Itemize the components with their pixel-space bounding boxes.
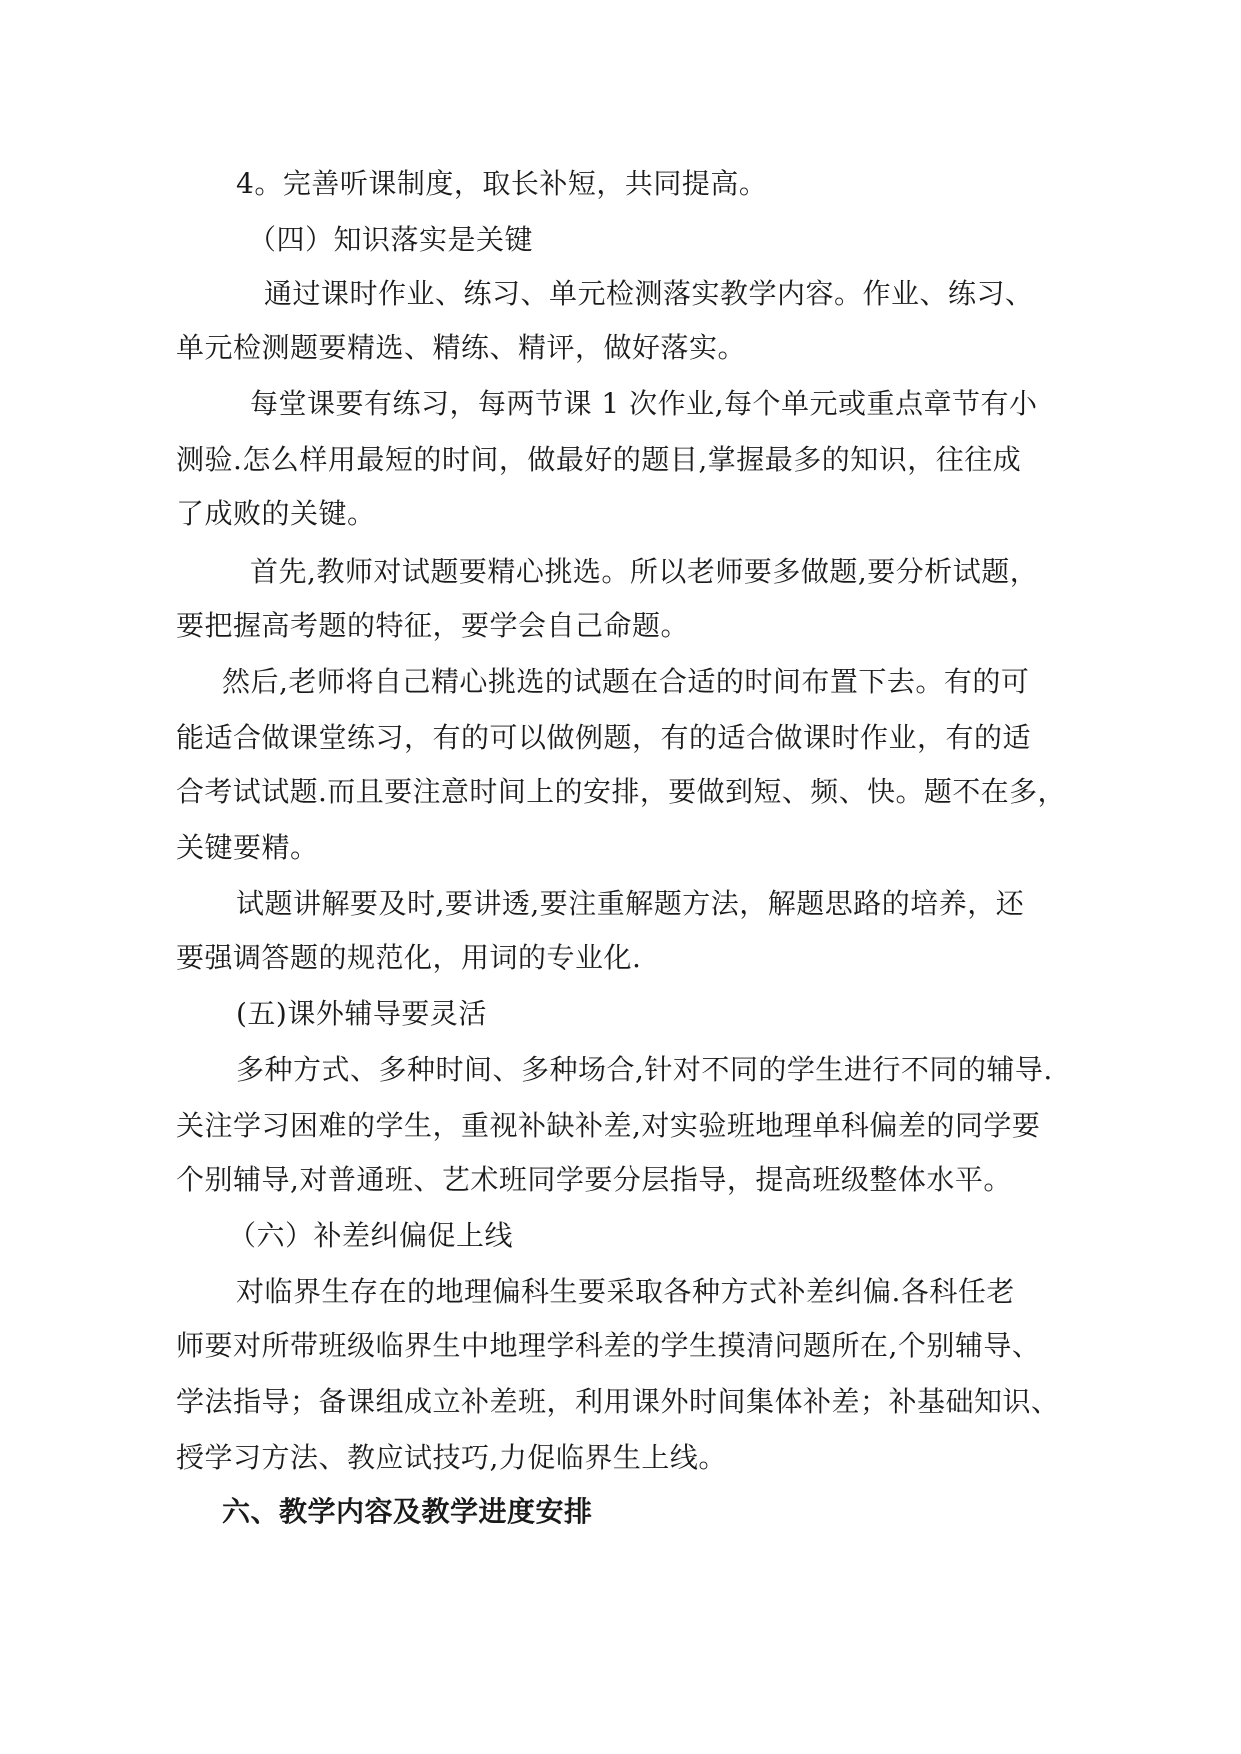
paragraph-line: 学法指导；备课组成立补差班，利用课外时间集体补差；补基础知识、 [176, 1385, 1060, 1418]
paragraph-line: 首先,教师对试题要精心挑选。所以老师要多做题,要分析试题， [250, 555, 1039, 588]
paragraph-line: 师要对所带班级临界生中地理学科差的学生摸清问题所在,个别辅导、 [176, 1329, 1041, 1362]
paragraph-line: 对临界生存在的地理偏科生要采取各种方式补差纠偏.各科任老 [236, 1275, 1015, 1308]
paragraph-line: 每堂课要有练习，每两节课 1 次作业,每个单元或重点章节有小 [250, 387, 1038, 420]
subheading-remedial: （六）补差纠偏促上线 [228, 1219, 514, 1252]
paragraph-line: 多种方式、多种时间、多种场合,针对不同的学生进行不同的辅导. [236, 1053, 1053, 1086]
paragraph-line: 关键要精。 [176, 831, 319, 864]
paragraph-line: 合考试试题.而且要注意时间上的安排，要做到短、频、快。题不在多， [176, 775, 1066, 808]
subheading-tutoring: (五)课外辅导要灵活 [236, 997, 487, 1030]
paragraph-line: 要强调答题的规范化，用词的专业化. [176, 941, 642, 974]
paragraph-line: 能适合做课堂练习，有的可以做例题，有的适合做课时作业，有的适 [176, 721, 1032, 754]
paragraph-line: 单元检测题要精选、精练、精评，做好落实。 [176, 331, 747, 364]
subheading-knowledge: （四）知识落实是关键 [248, 223, 534, 256]
paragraph-line: 试题讲解要及时,要讲透,要注重解题方法，解题思路的培养，还 [236, 887, 1025, 920]
paragraph-line: 测验.怎么样用最短的时间，做最好的题目,掌握最多的知识，往往成 [176, 443, 1022, 476]
paragraph-line: 要把握高考题的特征，要学会自己命题。 [176, 609, 690, 642]
paragraph-line: 然后,老师将自己精心挑选的试题在合适的时间布置下去。有的可 [222, 665, 1030, 698]
paragraph-line: 4。完善听课制度，取长补短，共同提高。 [236, 167, 768, 200]
paragraph-line: 了成败的关键。 [176, 497, 376, 530]
paragraph-line: 个别辅导,对普通班、艺术班同学要分层指导，提高班级整体水平。 [176, 1163, 1012, 1196]
paragraph-line: 通过课时作业、练习、单元检测落实教学内容。作业、练习、 [264, 277, 1034, 310]
paragraph-line: 授学习方法、教应试技巧,力促临界生上线。 [176, 1441, 727, 1474]
paragraph-line: 关注学习困难的学生，重视补缺补差,对实验班地理单科偏差的同学要 [176, 1109, 1041, 1142]
section-heading: 六、教学内容及教学进度安排 [222, 1495, 593, 1528]
